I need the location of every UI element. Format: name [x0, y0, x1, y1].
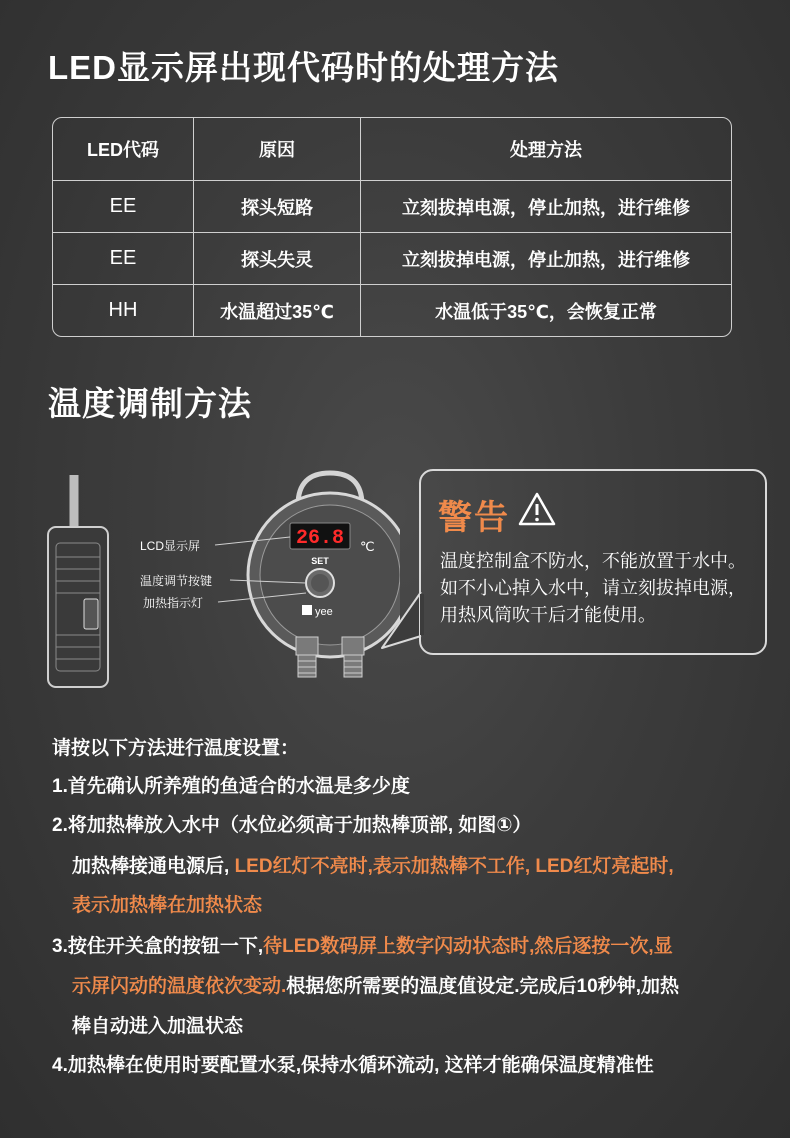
instruction-step-3-cont: [72, 971, 679, 998]
step-3-plain-text-2: 根据您所需要的温度值设定.完成后10秒钟,加热: [286, 976, 679, 997]
warning-line: 温度控制盒不防水，不能放置于水中。: [440, 551, 746, 571]
cell-code: EE: [53, 233, 194, 285]
callout-heating-indicator: 加热指示灯: [143, 596, 204, 610]
table-row: [53, 181, 731, 233]
warning-title: 警告: [438, 499, 510, 537]
instruction-step-2-detail: [72, 851, 674, 878]
cell-cause: 探头失灵: [194, 233, 361, 285]
brand-name: yee: [315, 606, 333, 618]
cell-solution: 立刻拔掉电源，停止加热，进行维修: [361, 233, 731, 285]
brand-logo-icon: [302, 605, 312, 615]
warning-line: 如不小心掉入水中，请立刻拔掉电源，: [440, 578, 746, 598]
heater-rod: [48, 527, 108, 687]
table-row: [53, 285, 731, 336]
led-unit: ℃: [360, 539, 375, 554]
instruction-step-3: [52, 931, 673, 958]
instruction-step-4: 4.加热棒在使用时要配置水泵,保持水循环流动, 这样才能确保温度精准性: [52, 1055, 654, 1076]
step-2-plain-text: 加热棒接通电源后,: [72, 856, 235, 877]
section-title-temperature: 温度调制方法: [48, 385, 252, 422]
step-3-plain-text: 3.按住开关盒的按钮一下,: [52, 936, 264, 957]
header-solution: 处理方法: [361, 118, 731, 181]
section-title-led-codes: LED显示屏出现代码时的处理方法: [48, 49, 559, 86]
instruction-step-2: 2.将加热棒放入水中（水位必须高于加热棒顶部, 如图①）: [52, 815, 532, 836]
header-cause: 原因: [194, 118, 361, 181]
led-display-value: 26.8: [295, 527, 345, 550]
callout-temp-button: 温度调节按键: [140, 574, 213, 588]
step-3-highlight-text-2: 示屏闪动的温度依次变动.: [72, 976, 287, 997]
cell-solution: 水温低于35℃，会恢复正常: [435, 301, 657, 322]
instructions-intro: 请按以下方法进行温度设置：: [52, 738, 300, 759]
header-led-code: LED代码: [53, 118, 194, 181]
warning-line: 用热风筒吹干后才能使用。: [440, 605, 656, 625]
cell-solution: 立刻拔掉电源，停止加热，进行维修: [361, 181, 731, 233]
table-row: [53, 233, 731, 285]
instruction-step-1: 1.首先确认所养殖的鱼适合的水温是多少度: [52, 776, 410, 797]
led-code-table: [52, 117, 732, 337]
table-header-row: [53, 118, 731, 181]
heater-logo-icon: [84, 599, 98, 629]
cell-cause: 水温超过35℃: [194, 285, 361, 336]
instruction-step-3-end: 棒自动进入加温状态: [72, 1016, 244, 1037]
cell-cause: 探头短路: [194, 181, 361, 233]
set-label: SET: [311, 556, 329, 566]
step-3-highlight-text: 待LED数码屏上数字闪动状态时,然后逐按一次,显: [263, 936, 673, 957]
callout-lcd-display: LCD显示屏: [140, 539, 201, 553]
instruction-step-2-highlight: 表示加热棒在加热状态: [72, 895, 263, 916]
warning-icon: [518, 492, 556, 526]
cell-code: EE: [53, 181, 194, 233]
heater-controller-illustration: [40, 465, 400, 695]
cell-code: HH: [53, 285, 194, 336]
step-2-highlight-text: LED红灯不亮时,表示加热棒不工作, LED红灯亮起时,: [234, 856, 674, 877]
